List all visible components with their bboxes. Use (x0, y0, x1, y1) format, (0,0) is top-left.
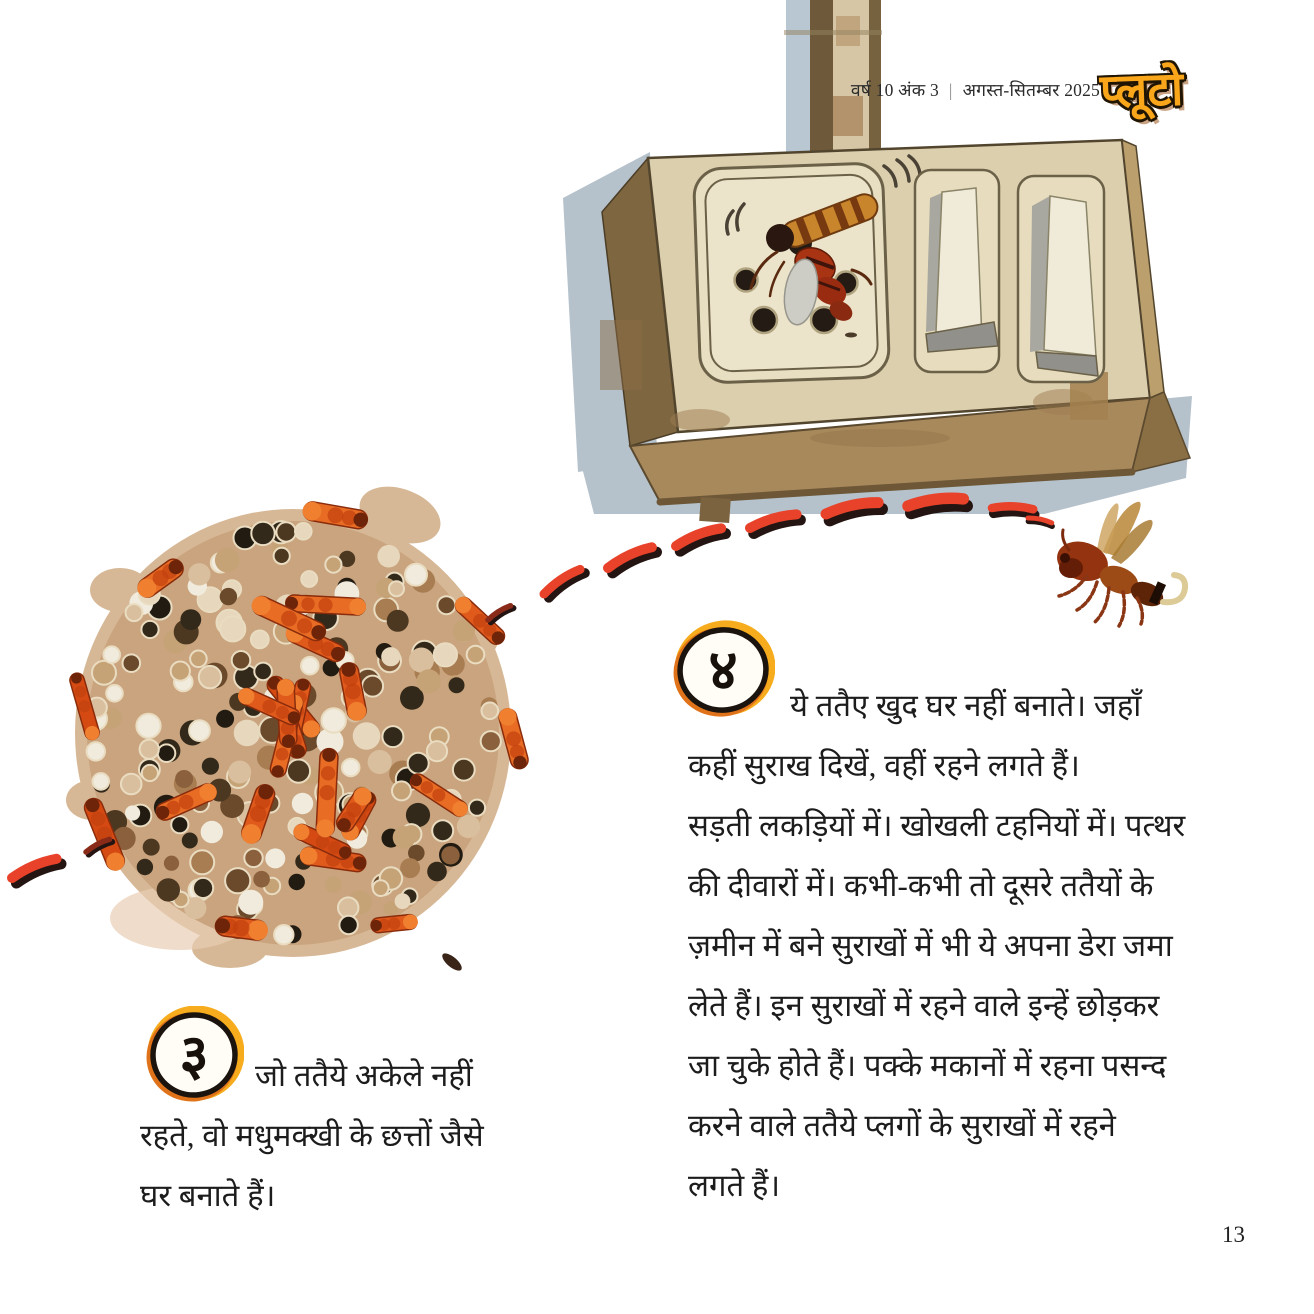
nest-cell (434, 643, 457, 666)
nest-cell (289, 874, 305, 890)
nest-cell (87, 742, 105, 760)
nest-cell (287, 760, 310, 783)
magazine-logo: प्लूटो (1099, 63, 1185, 119)
nest-cell (199, 666, 221, 688)
flight-dash (825, 502, 882, 521)
nest-cell (232, 651, 251, 670)
nest-cell (182, 833, 198, 849)
story-text-line: जा चुके होते हैं। पक्के मकानों में रहना पसन्द (688, 1048, 1167, 1083)
nest-cell (325, 876, 342, 893)
nest-cell (427, 741, 447, 761)
nest-cell (164, 856, 179, 871)
nest-cell (265, 848, 285, 868)
nest-cell (238, 890, 263, 915)
flight-dash (10, 858, 63, 884)
nest-cell (338, 897, 358, 917)
nest-cell (253, 871, 270, 888)
nest-cell (395, 893, 411, 909)
nest-cell (482, 703, 499, 720)
nest-cell (123, 654, 141, 672)
story-paragraph-3 (140, 1046, 580, 1226)
flight-dash (486, 605, 515, 623)
issue-info: वर्ष 10 अंक 3 (850, 80, 939, 100)
nest-cell (393, 826, 416, 849)
nest-cell (180, 609, 201, 630)
switch-1 (915, 170, 999, 372)
nest-cell (158, 744, 176, 762)
nest-cell (389, 581, 404, 596)
nest-cell (202, 758, 219, 775)
nest-cell (339, 916, 357, 934)
header-issue-line (851, 78, 1100, 102)
switchboard-illustration (600, 140, 1190, 523)
nest-cell (382, 726, 403, 747)
story-paragraph-4 (688, 676, 1236, 1216)
nest-cell (137, 859, 153, 875)
wasp-nest-illustration (66, 476, 530, 973)
nest-cell (373, 880, 389, 896)
nest-cell (220, 616, 245, 641)
nest-cell (190, 651, 207, 668)
nest-cell (392, 781, 411, 800)
nest-cell (215, 548, 239, 572)
header-separator: | (948, 80, 953, 100)
nest-cell (201, 821, 223, 843)
story-text-line: ये ततैए खुद घर नहीं बनाते। जहाँ (790, 688, 1142, 723)
nest-cell (368, 750, 392, 774)
story-number: ३ (179, 1025, 209, 1087)
nest-cell (103, 646, 120, 663)
nest-cell (140, 740, 159, 759)
page-number: 13 (1222, 1222, 1245, 1247)
nest-cell (362, 676, 383, 697)
nest-cell (432, 820, 453, 841)
flight-dash (1027, 515, 1053, 530)
nest-cell (292, 793, 313, 814)
story-text-line: ज़मीन में बने सुराखों में भी ये अपना डेरा जमा (688, 928, 1173, 963)
nest-cell (301, 571, 317, 587)
nest-cell (225, 868, 250, 893)
nest-cell (244, 849, 262, 867)
nest-wasp-icon (316, 748, 339, 838)
nest-cell (251, 631, 269, 649)
nest-cell (274, 548, 290, 564)
nest-cell (481, 731, 501, 751)
nest-cell (234, 720, 261, 747)
story-text-line: की दीवारों में। कभी-कभी तो दूसरे ततैयों के (688, 868, 1154, 903)
nest-cell (93, 773, 110, 790)
nest-cell (92, 661, 116, 685)
issue-date: अगस्त-सितम्बर 2025 (962, 80, 1100, 100)
nest-cell (136, 714, 160, 738)
flight-dash (674, 527, 727, 551)
nest-cell (175, 770, 193, 788)
story-text-line: सड़ती लकड़ियों में। खोखली टहनियों में। पत्थर (688, 808, 1186, 843)
nest-cell (457, 815, 480, 838)
flight-dash (908, 498, 967, 514)
nest-cell (417, 669, 441, 693)
nest-cell (171, 816, 188, 833)
story-text-line: लेते हैं। इन सुराखों में रहने वाले इन्हें छोड़कर (688, 988, 1160, 1023)
nest-cell (276, 522, 295, 541)
nest-cell (251, 522, 274, 545)
nest-cell (449, 677, 465, 693)
nest-cell (228, 761, 251, 784)
nest-cell (301, 657, 319, 675)
nest-cell (427, 862, 447, 882)
story-number: ४ (708, 640, 738, 702)
nest-cell (408, 753, 429, 774)
nest-cell (274, 925, 293, 944)
nest-cell (193, 878, 213, 898)
nest-cell (409, 648, 434, 673)
nest-cell (441, 846, 459, 864)
nest-cell (220, 588, 237, 605)
nest-cell (342, 759, 360, 777)
nest-cell (121, 774, 142, 795)
nest-cell (142, 765, 158, 781)
flight-dash (541, 568, 588, 599)
nest-cell (295, 523, 312, 540)
story-text-line: घर बनाते हैं। (140, 1178, 276, 1213)
story-text-line: कहीं सुराख दिखें, वहीं रहने लगते हैं। (688, 748, 1080, 783)
nest-cell (190, 850, 214, 874)
flying-wasp-icon (1052, 502, 1185, 626)
nest-cell (171, 662, 190, 681)
nest-cell (377, 545, 400, 568)
nest-cell (469, 800, 485, 816)
nest-cell (353, 722, 381, 750)
nest-cell (467, 646, 485, 664)
nest-cell (143, 839, 160, 856)
nest-cell (381, 647, 400, 666)
story-text-line: करने वाले ततैये प्लगों के सुराखों में रहने (688, 1108, 1116, 1143)
nest-cell (141, 621, 158, 638)
switch-2 (1018, 176, 1104, 382)
nest-cell (405, 564, 427, 586)
nest-cell (125, 805, 140, 820)
nest-cell (322, 708, 346, 732)
nest-cell (453, 759, 475, 781)
nest-cell (254, 663, 272, 681)
nest-cell (188, 563, 210, 585)
story-text-line: लगते हैं। (688, 1168, 781, 1203)
nest-cell (157, 878, 180, 901)
nest-cell (387, 610, 409, 632)
nest-cell (437, 596, 455, 614)
story-text-line: जो ततैये अकेले नहीं (255, 1058, 473, 1093)
nest-cell (400, 858, 420, 878)
nest-cell (325, 557, 341, 573)
nest-cell (189, 720, 210, 741)
story-text-line: रहते, वो मधुमक्खी के छत्तों जैसे (140, 1118, 484, 1153)
nest-cell (216, 710, 234, 728)
flight-dash (606, 546, 659, 574)
nest-cell (126, 604, 143, 621)
debris-mark (440, 950, 465, 973)
nest-cell (106, 685, 123, 702)
flight-dash (749, 514, 801, 534)
